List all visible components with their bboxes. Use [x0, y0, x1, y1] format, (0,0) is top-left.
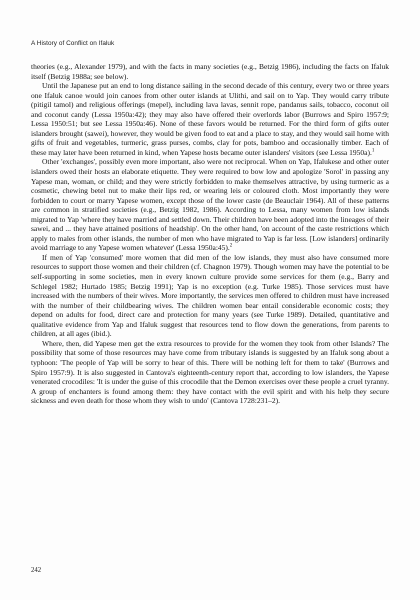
- paragraph-1: theories (e.g., Alexander 1979), and with the facts in many societies (e.g., Betzig 1986), including the facts on Ifaluk itself (Betzig 1988a; see below).: [31, 62, 389, 81]
- body-text: [31, 62, 389, 406]
- page-number: 242: [31, 567, 42, 574]
- footnote-marker: 2: [229, 243, 233, 249]
- footnote-marker: 1: [371, 148, 375, 154]
- paragraph-2: Until the Japanese put an end to long distance sailing in the second decade of this century, every two or three years one Ifaluk canoe would join canoes from other outer islands at Ulithi, and sail on to Yap. They would carry tribute (pitigil tamol) and religious offerings (mepel), including lava lavas, sennit rope, pandanus sails, tobacco, coconut oil and coconut candy (Lessa 1950a:42); they may also have offered their overlords labor (Burrows and Spiro 1957:9; Lessa 1950:51; but see Lessa 1950a:46). None of these favors would be returned. For the third form of gifts outer islanders brought (sawei), however, they would be given food to eat and a place to stay, and they would sail home with gifts of fruit and vegetables, turmeric, grass purses, combs, clay for pots, bamboo and occasionally timber. Each of these may later have been returned in kind, when Yapese hosts became outer islanders' visitors (see Lessa 1950a).$^1$: [31, 81, 389, 157]
- paragraph-4: If men of Yap 'consumed' more women that did men of the low islands, they must also have consumed more resources to support those women and their children (cf. Chagnon 1979). Though women may have the potential to be self-supporting in some societies, men in every known culture provide some services for them (e.g., Barry and Schlegel 1982; Hurtado 1985; Betzig 1991); Yap is no exception (e.g. Turke 1985). Those services must have increased with the numbers of their wives. More importantly, the services men offered to children must have increased with the number of their childbearing wives. The children women bear entail considerable economic costs; they depend on adults for food, direct care and protection for many years (see Turke 1989). Detailed, quantitative and qualitative evidence from Yap and Ifaluk suggest that resources tend to flow down the generations, from parents to children, at all ages (ibid.).: [31, 252, 389, 339]
- paragraph-3: Other 'exchanges', possibly even more important, also were not reciprocal. When on Yap, Ifalukese and other outer islanders owed their hosts an elaborate etiquette. They were required to bow low and apologize 'Sorol' in passing any Yapese man, woman, or child; and they were strictly forbidden to make themselves attractive, by using turmeric as a cosmetic, chewing betel nut to make their lips red, or wearing leis or coloured cloth. Most importantly they were forbidden to court or marry Yapese women, except those of the lower caste (de Beauclair 1964). All of these patterns are common in stratified societies (e.g., Betzig 1982, 1986). According to Lessa, many women from low islands migrated to Yap 'where they have married and settled down. Their children have been adopted into the lineages of their sawei, and ... they have attained positions of headship'. On the other hand, 'on account of the caste restrictions which apply to males from other islands, the number of men who have migrated to Yap is far less. [Low islanders] ordinarily avoid marriage to any Yapese women whatever' (Lessa 1950a:45).$^2$: [31, 157, 389, 253]
- paragraph-5: Where, then, did Yapese men get the extra resources to provide for the women they took from other Islands? The possibility that some of those resources may have come from tributary islands is suggested by an Ifaluk song about a typhoon: 'The people of Yap will be sorry to hear of this. There will be nothing left for them to take' (Burrows and Spiro 1957:9). It is also suggested in Cantova's eighteenth-century report that, according to low islanders, the Yapese venerated crocodiles: 'It is under the guise of this crocodile that the Demon exercises over these people a cruel tyranny. A group of enchanters is found among them: they have contact with the evil spirit and with his help they secure sickness and even death for those whom they wish to undo' (Cantova 1728:231–2).: [31, 338, 389, 406]
- running-head: A History of Conflict on Ifaluk: [31, 40, 115, 47]
